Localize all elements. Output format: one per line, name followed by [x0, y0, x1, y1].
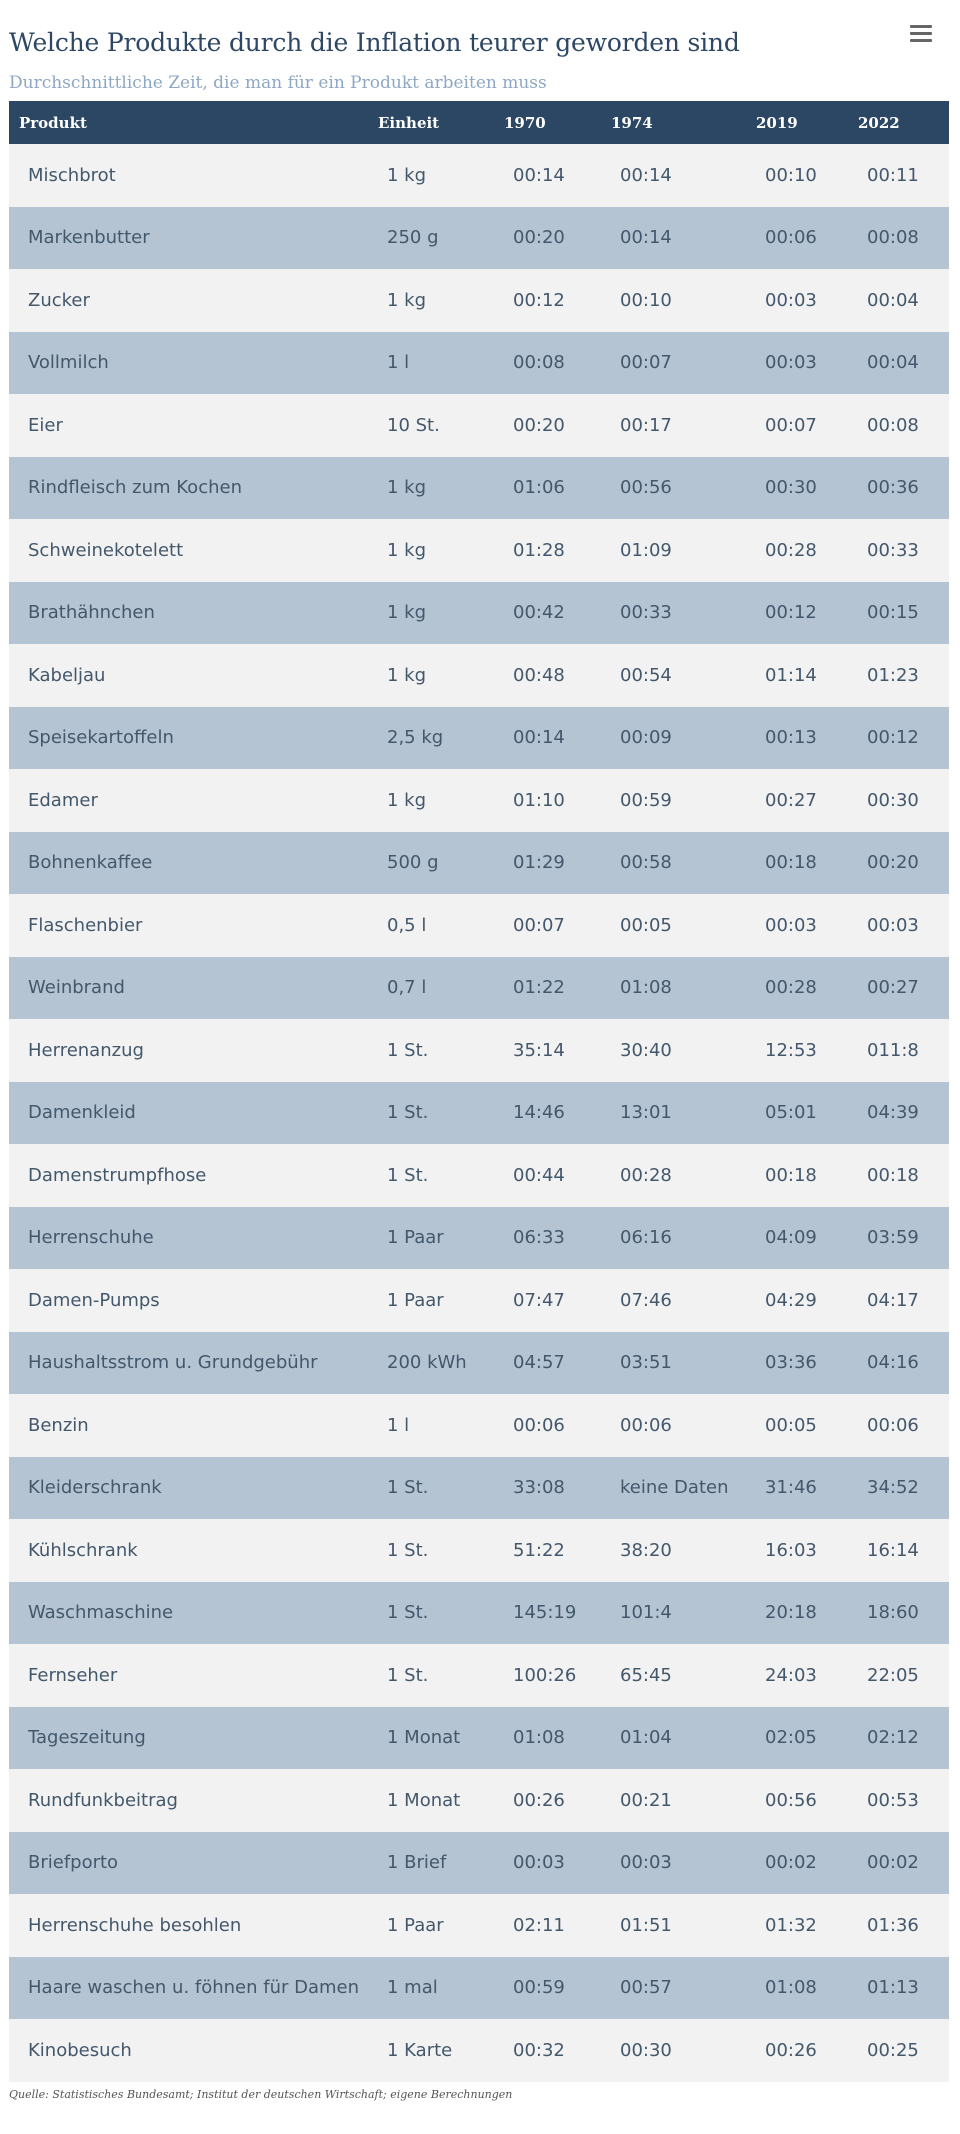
value-cell-1974: 38:20 [611, 1519, 756, 1582]
value-cell-1970: 07:47 [504, 1269, 611, 1332]
value-cell-2019: 00:05 [756, 1394, 858, 1457]
table-row [9, 394, 949, 457]
value-cell-2022: 02:12 [858, 1707, 949, 1770]
value-cell-2019: 00:13 [756, 707, 858, 770]
product-cell: Herrenschuhe [9, 1207, 378, 1270]
data-table [9, 101, 949, 2082]
value-cell-1974: 07:46 [611, 1269, 756, 1332]
column-header-1: Einheit [378, 101, 504, 144]
product-cell: Haushaltsstrom u. Grundgebühr [9, 1332, 378, 1395]
value-cell-2022: 22:05 [858, 1644, 949, 1707]
product-cell: Kinobesuch [9, 2019, 378, 2082]
value-cell-2019: 00:06 [756, 207, 858, 270]
product-cell: Herrenanzug [9, 1019, 378, 1082]
product-cell: Flaschenbier [9, 894, 378, 957]
unit-cell: 1 St. [378, 1082, 504, 1145]
unit-cell: 1 kg [378, 269, 504, 332]
value-cell-2022: 01:13 [858, 1957, 949, 2020]
value-cell-1974: 00:59 [611, 769, 756, 832]
unit-cell: 1 Brief [378, 1832, 504, 1895]
value-cell-1974: 06:16 [611, 1207, 756, 1270]
table-row [9, 1144, 949, 1207]
product-cell: Kabeljau [9, 644, 378, 707]
product-cell: Damen-Pumps [9, 1269, 378, 1332]
table-header-row [9, 101, 949, 144]
value-cell-1974: 00:10 [611, 269, 756, 332]
value-cell-1970: 00:14 [504, 707, 611, 770]
value-cell-2022: 00:08 [858, 207, 949, 270]
table-row [9, 1207, 949, 1270]
unit-cell: 0,5 l [378, 894, 504, 957]
value-cell-1970: 35:14 [504, 1019, 611, 1082]
value-cell-1970: 00:59 [504, 1957, 611, 2020]
value-cell-2022: 00:27 [858, 957, 949, 1020]
value-cell-1974: 00:14 [611, 207, 756, 270]
menu-bar [910, 25, 932, 28]
unit-cell: 250 g [378, 207, 504, 270]
value-cell-1974: 30:40 [611, 1019, 756, 1082]
value-cell-1974: 00:14 [611, 144, 756, 207]
value-cell-2019: 00:30 [756, 457, 858, 520]
unit-cell: 1 kg [378, 582, 504, 645]
unit-cell: 1 Karte [378, 2019, 504, 2082]
unit-cell: 200 kWh [378, 1332, 504, 1395]
value-cell-1970: 00:20 [504, 394, 611, 457]
value-cell-2022: 00:18 [858, 1144, 949, 1207]
value-cell-1974: 00:54 [611, 644, 756, 707]
unit-cell: 1 St. [378, 1582, 504, 1645]
unit-cell: 1 kg [378, 644, 504, 707]
product-cell: Weinbrand [9, 957, 378, 1020]
product-cell: Damenkleid [9, 1082, 378, 1145]
value-cell-1974: 101:4 [611, 1582, 756, 1645]
value-cell-2022: 00:36 [858, 457, 949, 520]
menu-bar [910, 32, 932, 35]
value-cell-2019: 00:03 [756, 894, 858, 957]
value-cell-2019: 00:18 [756, 832, 858, 895]
value-cell-1970: 00:12 [504, 269, 611, 332]
table-row [9, 1707, 949, 1770]
product-cell: Edamer [9, 769, 378, 832]
value-cell-1970: 00:08 [504, 332, 611, 395]
value-cell-2019: 00:03 [756, 332, 858, 395]
value-cell-1970: 01:10 [504, 769, 611, 832]
value-cell-2022: 00:03 [858, 894, 949, 957]
table-row [9, 1332, 949, 1395]
value-cell-2019: 00:26 [756, 2019, 858, 2082]
value-cell-2022: 01:36 [858, 1894, 949, 1957]
value-cell-2019: 20:18 [756, 1582, 858, 1645]
value-cell-1974: keine Daten [611, 1457, 756, 1520]
value-cell-1974: 00:17 [611, 394, 756, 457]
value-cell-1970: 00:06 [504, 1394, 611, 1457]
unit-cell: 1 kg [378, 519, 504, 582]
table-row [9, 832, 949, 895]
product-cell: Bohnenkaffee [9, 832, 378, 895]
table-row [9, 957, 949, 1020]
value-cell-2019: 31:46 [756, 1457, 858, 1520]
value-cell-1974: 00:06 [611, 1394, 756, 1457]
table-row [9, 1082, 949, 1145]
unit-cell: 10 St. [378, 394, 504, 457]
value-cell-1970: 00:14 [504, 144, 611, 207]
value-cell-2022: 00:02 [858, 1832, 949, 1895]
value-cell-2022: 00:15 [858, 582, 949, 645]
value-cell-1974: 13:01 [611, 1082, 756, 1145]
value-cell-1974: 00:33 [611, 582, 756, 645]
value-cell-1970: 00:07 [504, 894, 611, 957]
value-cell-1974: 03:51 [611, 1332, 756, 1395]
table-row [9, 707, 949, 770]
chart-title: Welche Produkte durch die Inflation teurer geworden sind [9, 28, 740, 57]
value-cell-1974: 00:07 [611, 332, 756, 395]
unit-cell: 1 Monat [378, 1707, 504, 1770]
value-cell-1974: 01:04 [611, 1707, 756, 1770]
unit-cell: 1 kg [378, 769, 504, 832]
table-body [9, 144, 949, 2082]
unit-cell: 1 St. [378, 1457, 504, 1520]
unit-cell: 1 l [378, 1394, 504, 1457]
value-cell-1970: 14:46 [504, 1082, 611, 1145]
column-header-3: 1974 [611, 101, 756, 144]
table-row [9, 1394, 949, 1457]
value-cell-2022: 00:25 [858, 2019, 949, 2082]
value-cell-2019: 00:56 [756, 1769, 858, 1832]
value-cell-1970: 00:26 [504, 1769, 611, 1832]
value-cell-1970: 00:32 [504, 2019, 611, 2082]
value-cell-2019: 24:03 [756, 1644, 858, 1707]
value-cell-2019: 00:03 [756, 269, 858, 332]
product-cell: Vollmilch [9, 332, 378, 395]
value-cell-1970: 00:48 [504, 644, 611, 707]
value-cell-1970: 04:57 [504, 1332, 611, 1395]
value-cell-2022: 00:06 [858, 1394, 949, 1457]
product-cell: Haare waschen u. föhnen für Damen [9, 1957, 378, 2020]
value-cell-2019: 04:09 [756, 1207, 858, 1270]
value-cell-1974: 00:03 [611, 1832, 756, 1895]
unit-cell: 1 St. [378, 1144, 504, 1207]
product-cell: Markenbutter [9, 207, 378, 270]
hamburger-menu-icon[interactable] [910, 25, 932, 43]
product-cell: Rundfunkbeitrag [9, 1769, 378, 1832]
value-cell-1974: 00:30 [611, 2019, 756, 2082]
unit-cell: 1 Paar [378, 1207, 504, 1270]
value-cell-1974: 00:28 [611, 1144, 756, 1207]
product-cell: Damenstrumpfhose [9, 1144, 378, 1207]
value-cell-2022: 04:16 [858, 1332, 949, 1395]
value-cell-1974: 00:21 [611, 1769, 756, 1832]
value-cell-2022: 011:8 [858, 1019, 949, 1082]
table-row [9, 332, 949, 395]
value-cell-2019: 05:01 [756, 1082, 858, 1145]
value-cell-1974: 00:58 [611, 832, 756, 895]
value-cell-1970: 01:28 [504, 519, 611, 582]
value-cell-1974: 01:09 [611, 519, 756, 582]
value-cell-1970: 145:19 [504, 1582, 611, 1645]
unit-cell: 500 g [378, 832, 504, 895]
value-cell-2019: 01:32 [756, 1894, 858, 1957]
menu-bar [910, 39, 932, 42]
value-cell-2022: 00:04 [858, 269, 949, 332]
unit-cell: 1 Paar [378, 1894, 504, 1957]
unit-cell: 1 St. [378, 1519, 504, 1582]
value-cell-1970: 06:33 [504, 1207, 611, 1270]
unit-cell: 1 Monat [378, 1769, 504, 1832]
value-cell-2022: 00:04 [858, 332, 949, 395]
product-cell: Eier [9, 394, 378, 457]
chart-subtitle: Durchschnittliche Zeit, die man für ein Produkt arbeiten muss [9, 73, 547, 93]
value-cell-2022: 00:08 [858, 394, 949, 457]
value-cell-2022: 34:52 [858, 1457, 949, 1520]
value-cell-1970: 00:42 [504, 582, 611, 645]
product-cell: Herrenschuhe besohlen [9, 1894, 378, 1957]
value-cell-2019: 00:28 [756, 957, 858, 1020]
column-header-0: Produkt [9, 101, 378, 144]
value-cell-1974: 00:57 [611, 1957, 756, 2020]
value-cell-2019: 00:12 [756, 582, 858, 645]
table-row [9, 1519, 949, 1582]
value-cell-2019: 01:14 [756, 644, 858, 707]
value-cell-2019: 03:36 [756, 1332, 858, 1395]
table-row [9, 1582, 949, 1645]
unit-cell: 1 kg [378, 144, 504, 207]
value-cell-1970: 01:22 [504, 957, 611, 1020]
product-cell: Briefporto [9, 1832, 378, 1895]
column-header-4: 2019 [756, 101, 858, 144]
value-cell-2022: 03:59 [858, 1207, 949, 1270]
value-cell-1970: 01:06 [504, 457, 611, 520]
table-row [9, 1957, 949, 2020]
table-row [9, 1894, 949, 1957]
source-note: Quelle: Statistisches Bundesamt; Institut der deutschen Wirtschaft; eigene Berechnungen [9, 2088, 513, 2101]
value-cell-2019: 02:05 [756, 1707, 858, 1770]
product-cell: Kleiderschrank [9, 1457, 378, 1520]
table-row [9, 1769, 949, 1832]
product-cell: Schweinekotelett [9, 519, 378, 582]
table-row [9, 1269, 949, 1332]
unit-cell: 1 St. [378, 1644, 504, 1707]
value-cell-1974: 00:56 [611, 457, 756, 520]
value-cell-1970: 02:11 [504, 1894, 611, 1957]
product-cell: Fernseher [9, 1644, 378, 1707]
table-row [9, 144, 949, 207]
value-cell-2022: 01:23 [858, 644, 949, 707]
value-cell-2019: 01:08 [756, 1957, 858, 2020]
value-cell-2022: 00:30 [858, 769, 949, 832]
unit-cell: 1 kg [378, 457, 504, 520]
value-cell-1974: 01:08 [611, 957, 756, 1020]
value-cell-2022: 04:17 [858, 1269, 949, 1332]
value-cell-2019: 00:28 [756, 519, 858, 582]
column-header-2: 1970 [504, 101, 611, 144]
unit-cell: 1 mal [378, 1957, 504, 2020]
value-cell-2022: 00:33 [858, 519, 949, 582]
value-cell-2019: 00:27 [756, 769, 858, 832]
value-cell-1970: 01:29 [504, 832, 611, 895]
value-cell-2019: 00:10 [756, 144, 858, 207]
table-row [9, 582, 949, 645]
value-cell-1970: 51:22 [504, 1519, 611, 1582]
value-cell-2022: 00:11 [858, 144, 949, 207]
value-cell-1970: 00:44 [504, 1144, 611, 1207]
product-cell: Benzin [9, 1394, 378, 1457]
unit-cell: 1 l [378, 332, 504, 395]
value-cell-2019: 12:53 [756, 1019, 858, 1082]
value-cell-2022: 16:14 [858, 1519, 949, 1582]
value-cell-2022: 00:12 [858, 707, 949, 770]
value-cell-2019: 16:03 [756, 1519, 858, 1582]
product-cell: Rindfleisch zum Kochen [9, 457, 378, 520]
value-cell-2019: 04:29 [756, 1269, 858, 1332]
table-row [9, 519, 949, 582]
product-cell: Waschmaschine [9, 1582, 378, 1645]
value-cell-2022: 00:20 [858, 832, 949, 895]
product-cell: Zucker [9, 269, 378, 332]
value-cell-1970: 33:08 [504, 1457, 611, 1520]
value-cell-1974: 01:51 [611, 1894, 756, 1957]
value-cell-2022: 00:53 [858, 1769, 949, 1832]
unit-cell: 2,5 kg [378, 707, 504, 770]
value-cell-2019: 00:02 [756, 1832, 858, 1895]
value-cell-1970: 01:08 [504, 1707, 611, 1770]
table-row [9, 769, 949, 832]
table-row [9, 1457, 949, 1520]
value-cell-2022: 18:60 [858, 1582, 949, 1645]
value-cell-1970: 00:03 [504, 1832, 611, 1895]
value-cell-1974: 00:09 [611, 707, 756, 770]
column-header-5: 2022 [858, 101, 949, 144]
unit-cell: 1 St. [378, 1019, 504, 1082]
unit-cell: 0,7 l [378, 957, 504, 1020]
product-cell: Brathähnchen [9, 582, 378, 645]
unit-cell: 1 Paar [378, 1269, 504, 1332]
value-cell-1970: 100:26 [504, 1644, 611, 1707]
table-row [9, 1644, 949, 1707]
product-cell: Speisekartoffeln [9, 707, 378, 770]
product-cell: Tageszeitung [9, 1707, 378, 1770]
value-cell-1970: 00:20 [504, 207, 611, 270]
value-cell-1974: 00:05 [611, 894, 756, 957]
table-row [9, 894, 949, 957]
value-cell-2022: 04:39 [858, 1082, 949, 1145]
table-row [9, 644, 949, 707]
table-row [9, 1019, 949, 1082]
value-cell-2019: 00:18 [756, 1144, 858, 1207]
table-row [9, 2019, 949, 2082]
value-cell-2019: 00:07 [756, 394, 858, 457]
table-row [9, 1832, 949, 1895]
product-cell: Kühlschrank [9, 1519, 378, 1582]
value-cell-1974: 65:45 [611, 1644, 756, 1707]
table-row [9, 269, 949, 332]
table-row [9, 457, 949, 520]
table-row [9, 207, 949, 270]
product-cell: Mischbrot [9, 144, 378, 207]
